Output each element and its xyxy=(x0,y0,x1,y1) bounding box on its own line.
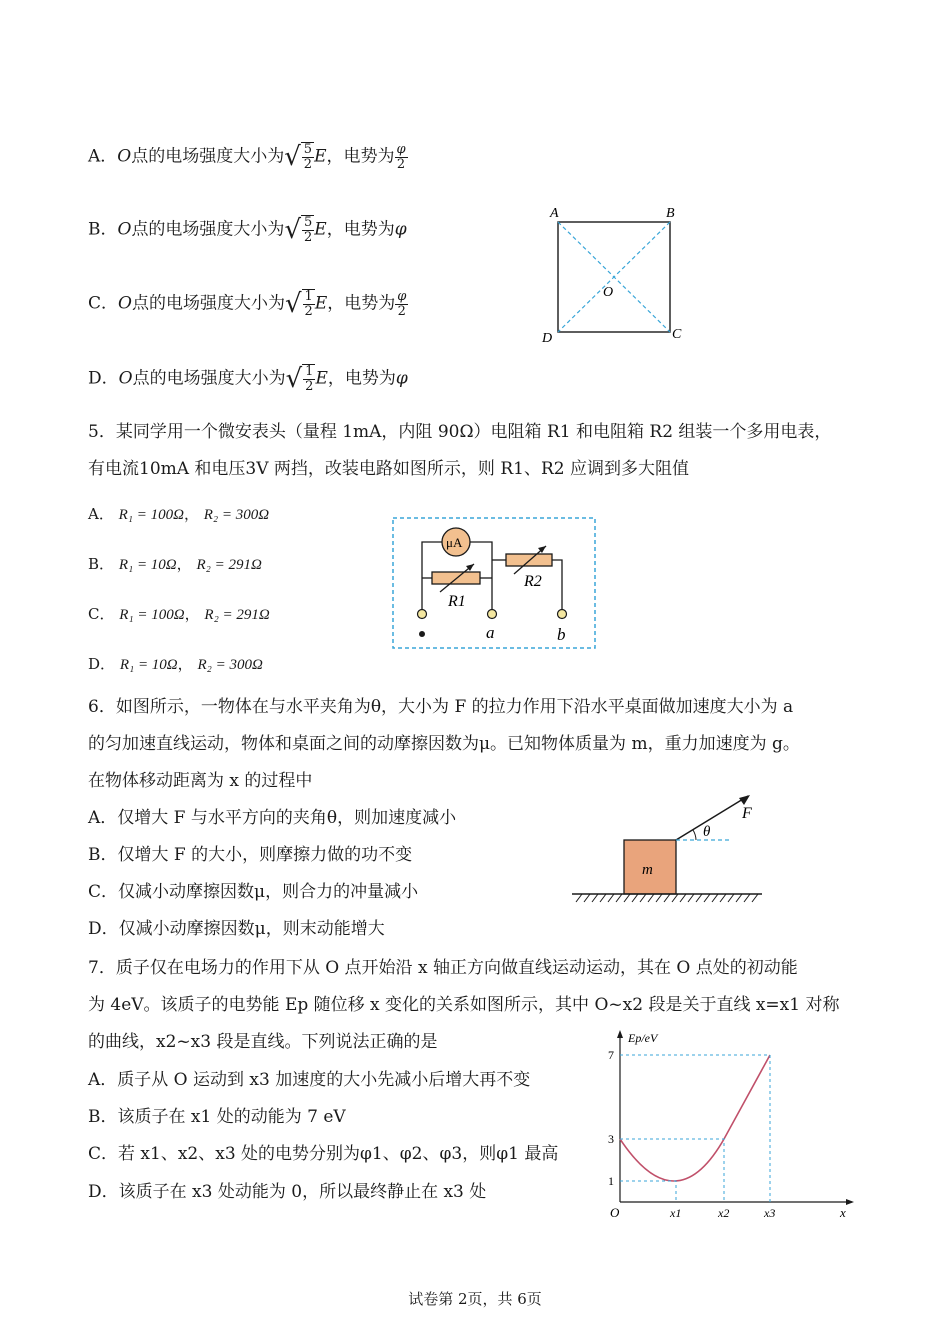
q5-option-c: C． R₁ = 100Ω， R₂ = 291Ω xyxy=(88,605,270,623)
option-text: 仅增大 F 的大小，则摩擦力做的功不变 xyxy=(117,845,413,865)
option-text: ，电势为 xyxy=(327,293,396,314)
q7-stem-line1: 7．质子仅在电场力的作用下从 O 点开始沿 x 轴正方向做直线运动运动，其在 O 点处的初动能 xyxy=(88,958,798,978)
q4-option-a xyxy=(88,142,408,172)
y-tick-1: 1 xyxy=(608,1174,614,1188)
force-label: F xyxy=(742,805,752,822)
option-text: 仅增大 F 与水平方向的夹角θ，则加速度减小 xyxy=(117,808,457,828)
block-figure xyxy=(570,790,770,910)
field-e: E xyxy=(314,293,328,314)
point-o: O xyxy=(117,146,132,167)
field-e: E xyxy=(314,146,327,167)
common-dot xyxy=(419,631,425,637)
r2-value: R₂ = 300Ω xyxy=(203,507,270,523)
guide-line-x3 xyxy=(620,1055,770,1202)
q6-stem-line2: 的匀加速直线运动，物体和桌面之间的动摩擦因数为μ。已知物体质量为 m，重力加速度为 g。 xyxy=(88,734,800,754)
option-text: 点的电场强度大小为 xyxy=(132,368,286,389)
q4-option-d xyxy=(88,364,408,394)
r1-value: R₁ = 10Ω xyxy=(119,657,178,673)
guide-line-x1 xyxy=(620,1181,676,1202)
angle-arc xyxy=(693,830,696,840)
sqrt-expression: √ $\frac{1}{2}$ xyxy=(284,289,313,319)
r2-value: R₂ = 291Ω xyxy=(204,607,270,623)
label-d: D xyxy=(542,331,553,346)
frac-den: 2 xyxy=(304,304,313,319)
page-footer: 试卷第 2页，共 6页 xyxy=(408,1290,542,1308)
table-hatch xyxy=(576,894,758,902)
option-label: C． xyxy=(88,293,119,314)
option-text: ，电势为 xyxy=(326,219,395,240)
x-tick-x2: x2 xyxy=(718,1206,730,1220)
q6-stem-line3: 在物体移动距离为 x 的过程中 xyxy=(88,771,313,791)
option-text: 点的电场强度大小为 xyxy=(131,219,285,240)
q5-option-d: D． R₁ = 10Ω， R₂ = 300Ω xyxy=(88,655,263,673)
option-text: 点的电场强度大小为 xyxy=(131,146,285,167)
y-tick-3: 3 xyxy=(608,1132,614,1146)
field-e: E xyxy=(314,219,327,240)
point-o: O xyxy=(118,293,132,314)
mass-label: m xyxy=(642,862,653,878)
r1-value: R₁ = 100Ω xyxy=(118,507,184,523)
y-tick-7: 7 xyxy=(608,1048,614,1062)
label-b: B xyxy=(666,206,675,221)
option-label: A． xyxy=(88,808,118,828)
r1-label: R1 xyxy=(448,593,466,610)
square-figure xyxy=(538,200,698,350)
q6-option-c xyxy=(88,880,418,904)
r1-value: R₁ = 100Ω xyxy=(119,607,185,623)
option-text: 仅减小动摩擦因数μ，则末动能增大 xyxy=(118,919,385,939)
q6-stem-line1: 6．如图所示，一物体在与水平夹角为θ，大小为 F 的拉力作用下沿水平桌面做加速度大小为 a xyxy=(88,697,794,717)
terminal-a xyxy=(488,610,497,619)
frac-num: 1 xyxy=(304,289,313,304)
q5-stem-line2: 有电流10mA 和电压3V 两挡，改装电路如图所示，则 R1、R2 应调到多大阻值 xyxy=(88,459,689,479)
q5-option-b: B． R₁ = 10Ω， R₂ = 291Ω xyxy=(88,555,262,573)
q7-option-d xyxy=(88,1180,486,1204)
phi-num: φ xyxy=(396,141,406,157)
frac-num: 1 xyxy=(305,364,314,379)
q6-option-b xyxy=(88,843,412,867)
angle-label: θ xyxy=(703,824,711,840)
resistor-r2 xyxy=(506,554,552,566)
phi-den: 2 xyxy=(397,303,406,319)
option-label: A． xyxy=(88,505,114,523)
option-text: 若 x1、x2、x3 处的电势分别为φ1、φ2、φ3，则φ1 最高 xyxy=(118,1144,559,1164)
label-a: A xyxy=(550,206,559,221)
label-a: a xyxy=(486,623,495,642)
option-label: B． xyxy=(88,1107,118,1127)
field-e: E xyxy=(315,368,328,389)
option-text: 仅减小动摩擦因数μ，则合力的冲量减小 xyxy=(118,882,419,902)
option-text: 质子从 O 运动到 x3 加速度的大小先减小后增大再不变 xyxy=(117,1070,531,1090)
y-axis-label: Ep/eV xyxy=(628,1031,658,1045)
force-arrowhead xyxy=(739,795,750,805)
point-o: O xyxy=(117,219,132,240)
label-o: O xyxy=(603,285,614,300)
q7-option-b xyxy=(88,1105,346,1129)
phi-den: 2 xyxy=(396,156,406,172)
force-vector xyxy=(676,796,748,840)
q6-option-a xyxy=(88,806,456,830)
x-axis-arrow xyxy=(846,1199,854,1205)
q5-stem-line1: 5．某同学用一个微安表头（量程 1mA，内阻 90Ω）电阻箱 R1 和电阻箱 R2 组装一个多用电表， xyxy=(88,422,832,442)
frac-den: 2 xyxy=(304,230,313,245)
frac-num: 5 xyxy=(304,215,313,230)
option-label: D． xyxy=(88,919,119,939)
option-label: C． xyxy=(88,882,119,902)
y-axis-arrow xyxy=(617,1030,623,1038)
option-text: 该质子在 x3 处动能为 0，所以最终静止在 x3 处 xyxy=(118,1182,487,1202)
r2-value: R₂ = 300Ω xyxy=(197,657,263,673)
terminal-common xyxy=(418,610,427,619)
option-label: A． xyxy=(88,146,118,167)
label-c: C xyxy=(672,327,682,342)
meter-label: μA xyxy=(446,535,463,550)
label-b: b xyxy=(557,625,566,644)
option-label: B． xyxy=(88,845,118,865)
x-axis-label: x xyxy=(840,1205,846,1220)
ep-x-chart xyxy=(590,1020,860,1225)
wire xyxy=(552,560,562,610)
q7-option-a xyxy=(88,1068,530,1092)
terminal-b xyxy=(558,610,567,619)
r2-value: R₂ = 291Ω xyxy=(196,557,262,573)
frac-den: 2 xyxy=(303,157,313,172)
phi: φ xyxy=(394,219,407,240)
circuit-figure xyxy=(390,514,600,654)
ep-curve xyxy=(620,1055,770,1181)
frac-den: 2 xyxy=(305,379,314,394)
option-label: D． xyxy=(88,1182,119,1202)
q6-option-d xyxy=(88,917,385,941)
option-text: ，电势为 xyxy=(326,146,395,167)
option-label: C． xyxy=(88,1144,119,1164)
guide-line-x2 xyxy=(620,1139,724,1202)
option-label: D． xyxy=(88,655,116,673)
q7-stem-line3: 的曲线，x2~x3 段是直线。下列说法正确的是 xyxy=(88,1032,438,1052)
option-label: B． xyxy=(88,219,118,240)
sqrt-expression: √ $\frac{5}{2}$ xyxy=(284,215,313,245)
option-text: 点的电场强度大小为 xyxy=(131,293,285,314)
phi: φ xyxy=(395,368,408,389)
q4-option-c xyxy=(88,289,408,319)
option-label: B． xyxy=(88,555,115,573)
phi-num: φ xyxy=(397,288,407,304)
option-label: C． xyxy=(88,605,115,623)
x-tick-x1: x1 xyxy=(670,1206,682,1220)
q4-option-b xyxy=(88,215,407,245)
sqrt-expression: √ $\frac{5}{2}$ xyxy=(284,142,313,172)
q7-option-c xyxy=(88,1142,558,1166)
option-text: ，电势为 xyxy=(327,368,396,389)
q7-stem-line2: 为 4eV。该质子的电势能 Ep 随位移 x 变化的关系如图所示，其中 O~x2 段是关于直线 x=x1 对称 xyxy=(88,995,840,1015)
sqrt-expression: √ $\frac{1}{2}$ xyxy=(285,364,314,394)
q5-option-a: A． R₁ = 100Ω， R₂ = 300Ω xyxy=(88,505,270,523)
point-o: O xyxy=(118,368,133,389)
x-tick-x3: x3 xyxy=(764,1206,776,1220)
r2-label: R2 xyxy=(524,573,542,590)
option-text: 该质子在 x1 处的动能为 7 eV xyxy=(117,1107,346,1127)
frac-num: 5 xyxy=(303,142,313,157)
option-label: D． xyxy=(88,368,119,389)
option-label: A． xyxy=(88,1070,118,1090)
origin-label: O xyxy=(610,1205,620,1220)
r1-value: R₁ = 10Ω xyxy=(118,557,177,573)
